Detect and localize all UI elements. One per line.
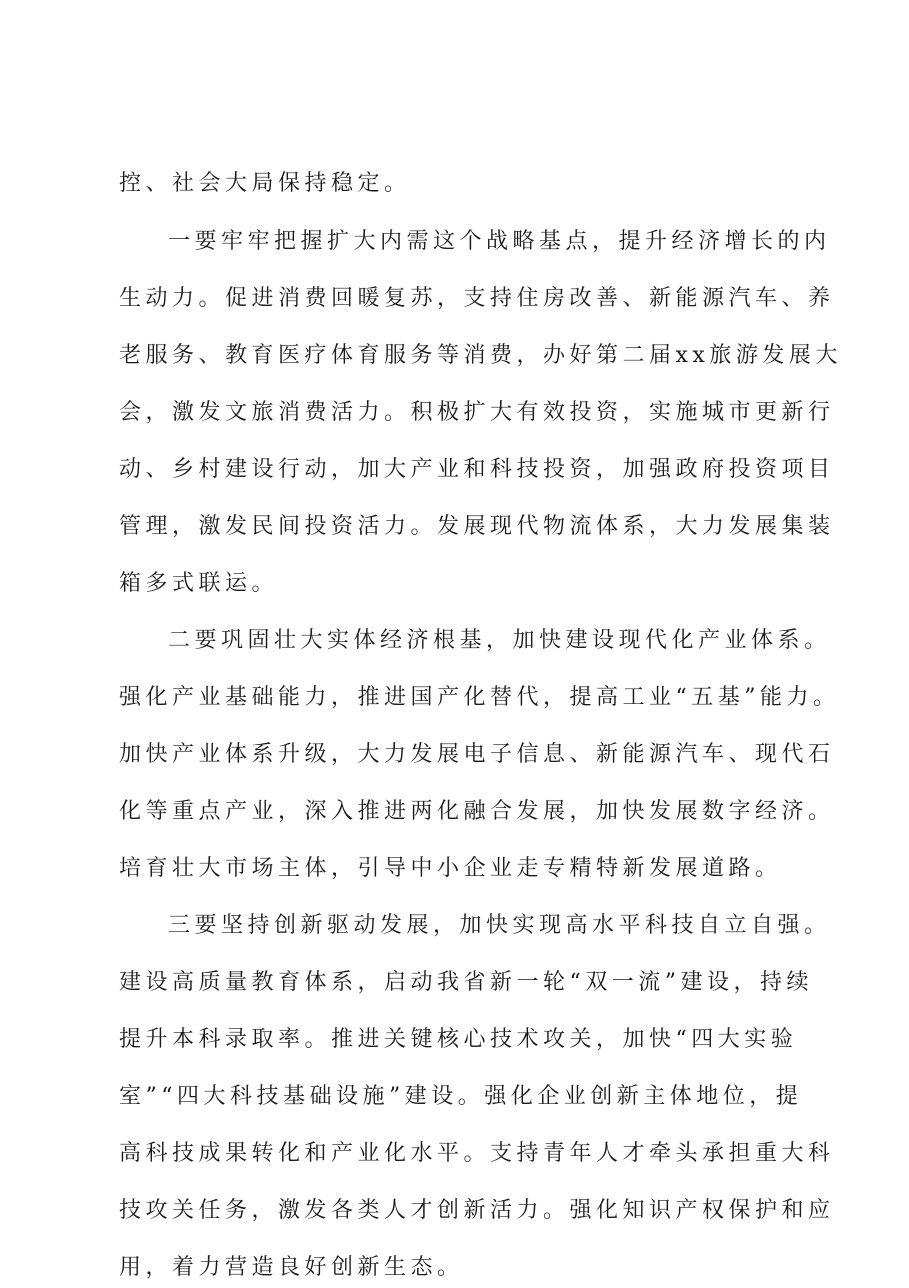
text-line: 技攻关任务，激发各类人才创新活力。强化知识产权保护和应 bbox=[119, 1198, 835, 1223]
text-line: 二要巩固壮大实体经济根基，加快建设现代化产业体系。 bbox=[168, 628, 831, 653]
text-line: 生动力。促进消费回暖复苏，支持住房改善、新能源汽车、养 bbox=[119, 286, 835, 311]
text-line: 控、社会大局保持稳定。 bbox=[119, 171, 411, 196]
text-line: 培育壮大市场主体，引导中小企业走专精特新发展道路。 bbox=[119, 856, 782, 881]
text-line: 箱多式联运。 bbox=[119, 571, 279, 596]
text-line: 建设高质量教育体系，启动我省新一轮“双一流”建设，持续 bbox=[119, 970, 813, 995]
text-line: 三要坚持创新驱动发展，加快实现高水平科技自立自强。 bbox=[168, 913, 831, 938]
text-line: 会，激发文旅消费活力。积极扩大有效投资，实施城市更新行 bbox=[119, 400, 835, 425]
text-line: 管理，激发民间投资活力。发展现代物流体系，大力发展集装 bbox=[119, 514, 835, 539]
text-line: 强化产业基础能力，推进国产化替代，提高工业“五基”能力。 bbox=[119, 685, 840, 710]
text-line: 老服务、教育医疗体育服务等消费，办好第二届xx旅游发展大 bbox=[119, 343, 842, 368]
text-line: 高科技成果转化和产业化水平。支持青年人才牵头承担重大科 bbox=[119, 1141, 835, 1166]
text-line: 室”“四大科技基础设施”建设。强化企业创新主体地位，提 bbox=[119, 1084, 803, 1109]
text-line: 动、乡村建设行动，加大产业和科技投资，加强政府投资项目 bbox=[119, 457, 835, 482]
text-line: 用，着力营造良好创新生态。 bbox=[119, 1255, 464, 1280]
text-line: 提升本科录取率。推进关键核心技术攻关，加快“四大实验 bbox=[119, 1027, 798, 1052]
text-line: 一要牢牢把握扩大内需这个战略基点，提升经济增长的内 bbox=[168, 229, 831, 254]
text-line: 化等重点产业，深入推进两化融合发展，加快发展数字经济。 bbox=[119, 799, 835, 824]
text-line: 加快产业体系升级，大力发展电子信息、新能源汽车、现代石 bbox=[119, 742, 835, 767]
